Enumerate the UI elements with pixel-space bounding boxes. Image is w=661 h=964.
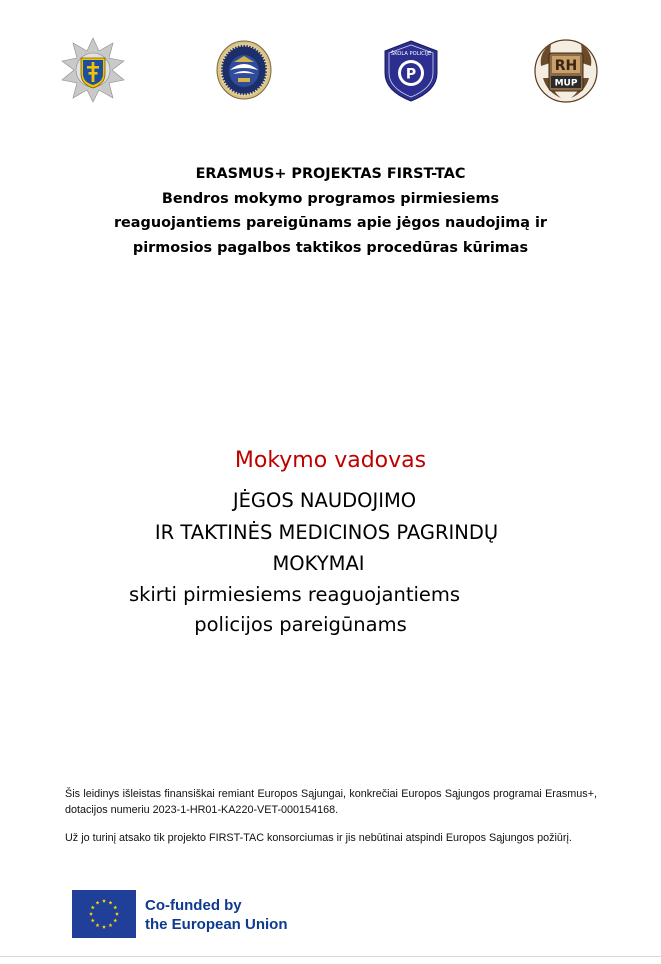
- svg-text:P: P: [405, 66, 417, 83]
- police-school-badge-icon: [383, 40, 439, 102]
- project-header: [0, 162, 661, 260]
- disclaimer-notice: Už jo turinį atsako tik projekto FIRST-TAC konsorciumas ir jis nebūtinai atspindi Europos Sąjungos požiūrį.: [65, 832, 572, 844]
- guide-subheading-line-2: policijos pareigūnams: [194, 613, 407, 636]
- eu-flag-icon: [72, 890, 136, 938]
- svg-text:MUP: MUP: [554, 78, 578, 89]
- eu-label-line-2: the European Union: [145, 916, 288, 933]
- guide-title: Mokymo vadovas: [234, 448, 427, 473]
- guide-subheading-line-1: skirti pirmiesiems reaguojantiems: [128, 583, 461, 606]
- project-title: ERASMUS+ PROJEKTAS FIRST-TAC: [195, 166, 466, 182]
- page-bottom-divider: [0, 956, 661, 957]
- svg-text:RH: RH: [554, 58, 578, 74]
- project-subtitle-line-3: pirmosios pagalbos taktikos procedūras kūrimas: [132, 239, 529, 256]
- svg-text:ŠKOLA POLICIJE: ŠKOLA POLICIJE: [390, 51, 432, 57]
- lithuanian-police-star-badge-icon: [61, 37, 125, 103]
- project-subtitle-line-2: reaguojantiems pareigūnams apie jėgos naudojimą ir: [113, 215, 548, 231]
- guide-heading-line-2: IR TAKTINĖS MEDICINOS PAGRINDŲ: [154, 521, 499, 544]
- police-academy-emblem-icon: [216, 40, 272, 100]
- project-subtitle-line-1: Bendros mokymo programos pirmiesiems: [161, 190, 500, 207]
- funding-notice: Šis leidinys išleistas finansiškai remiant Europos Sąjungai, konkrečiai Europos Sąjungos programai Erasmus+, dotacijos numeriu 2023-1-HR01-KA220-VET-000154168.: [65, 788, 597, 816]
- eu-label-line-1: Co-funded by: [145, 897, 242, 914]
- guide-heading-line-1: JĖGOS NAUDOJIMO: [232, 489, 417, 512]
- guide-heading-line-3: MOKYMAI: [272, 552, 365, 575]
- rh-mup-emblem-icon: [533, 38, 599, 104]
- eu-cofunded-label: [145, 896, 288, 934]
